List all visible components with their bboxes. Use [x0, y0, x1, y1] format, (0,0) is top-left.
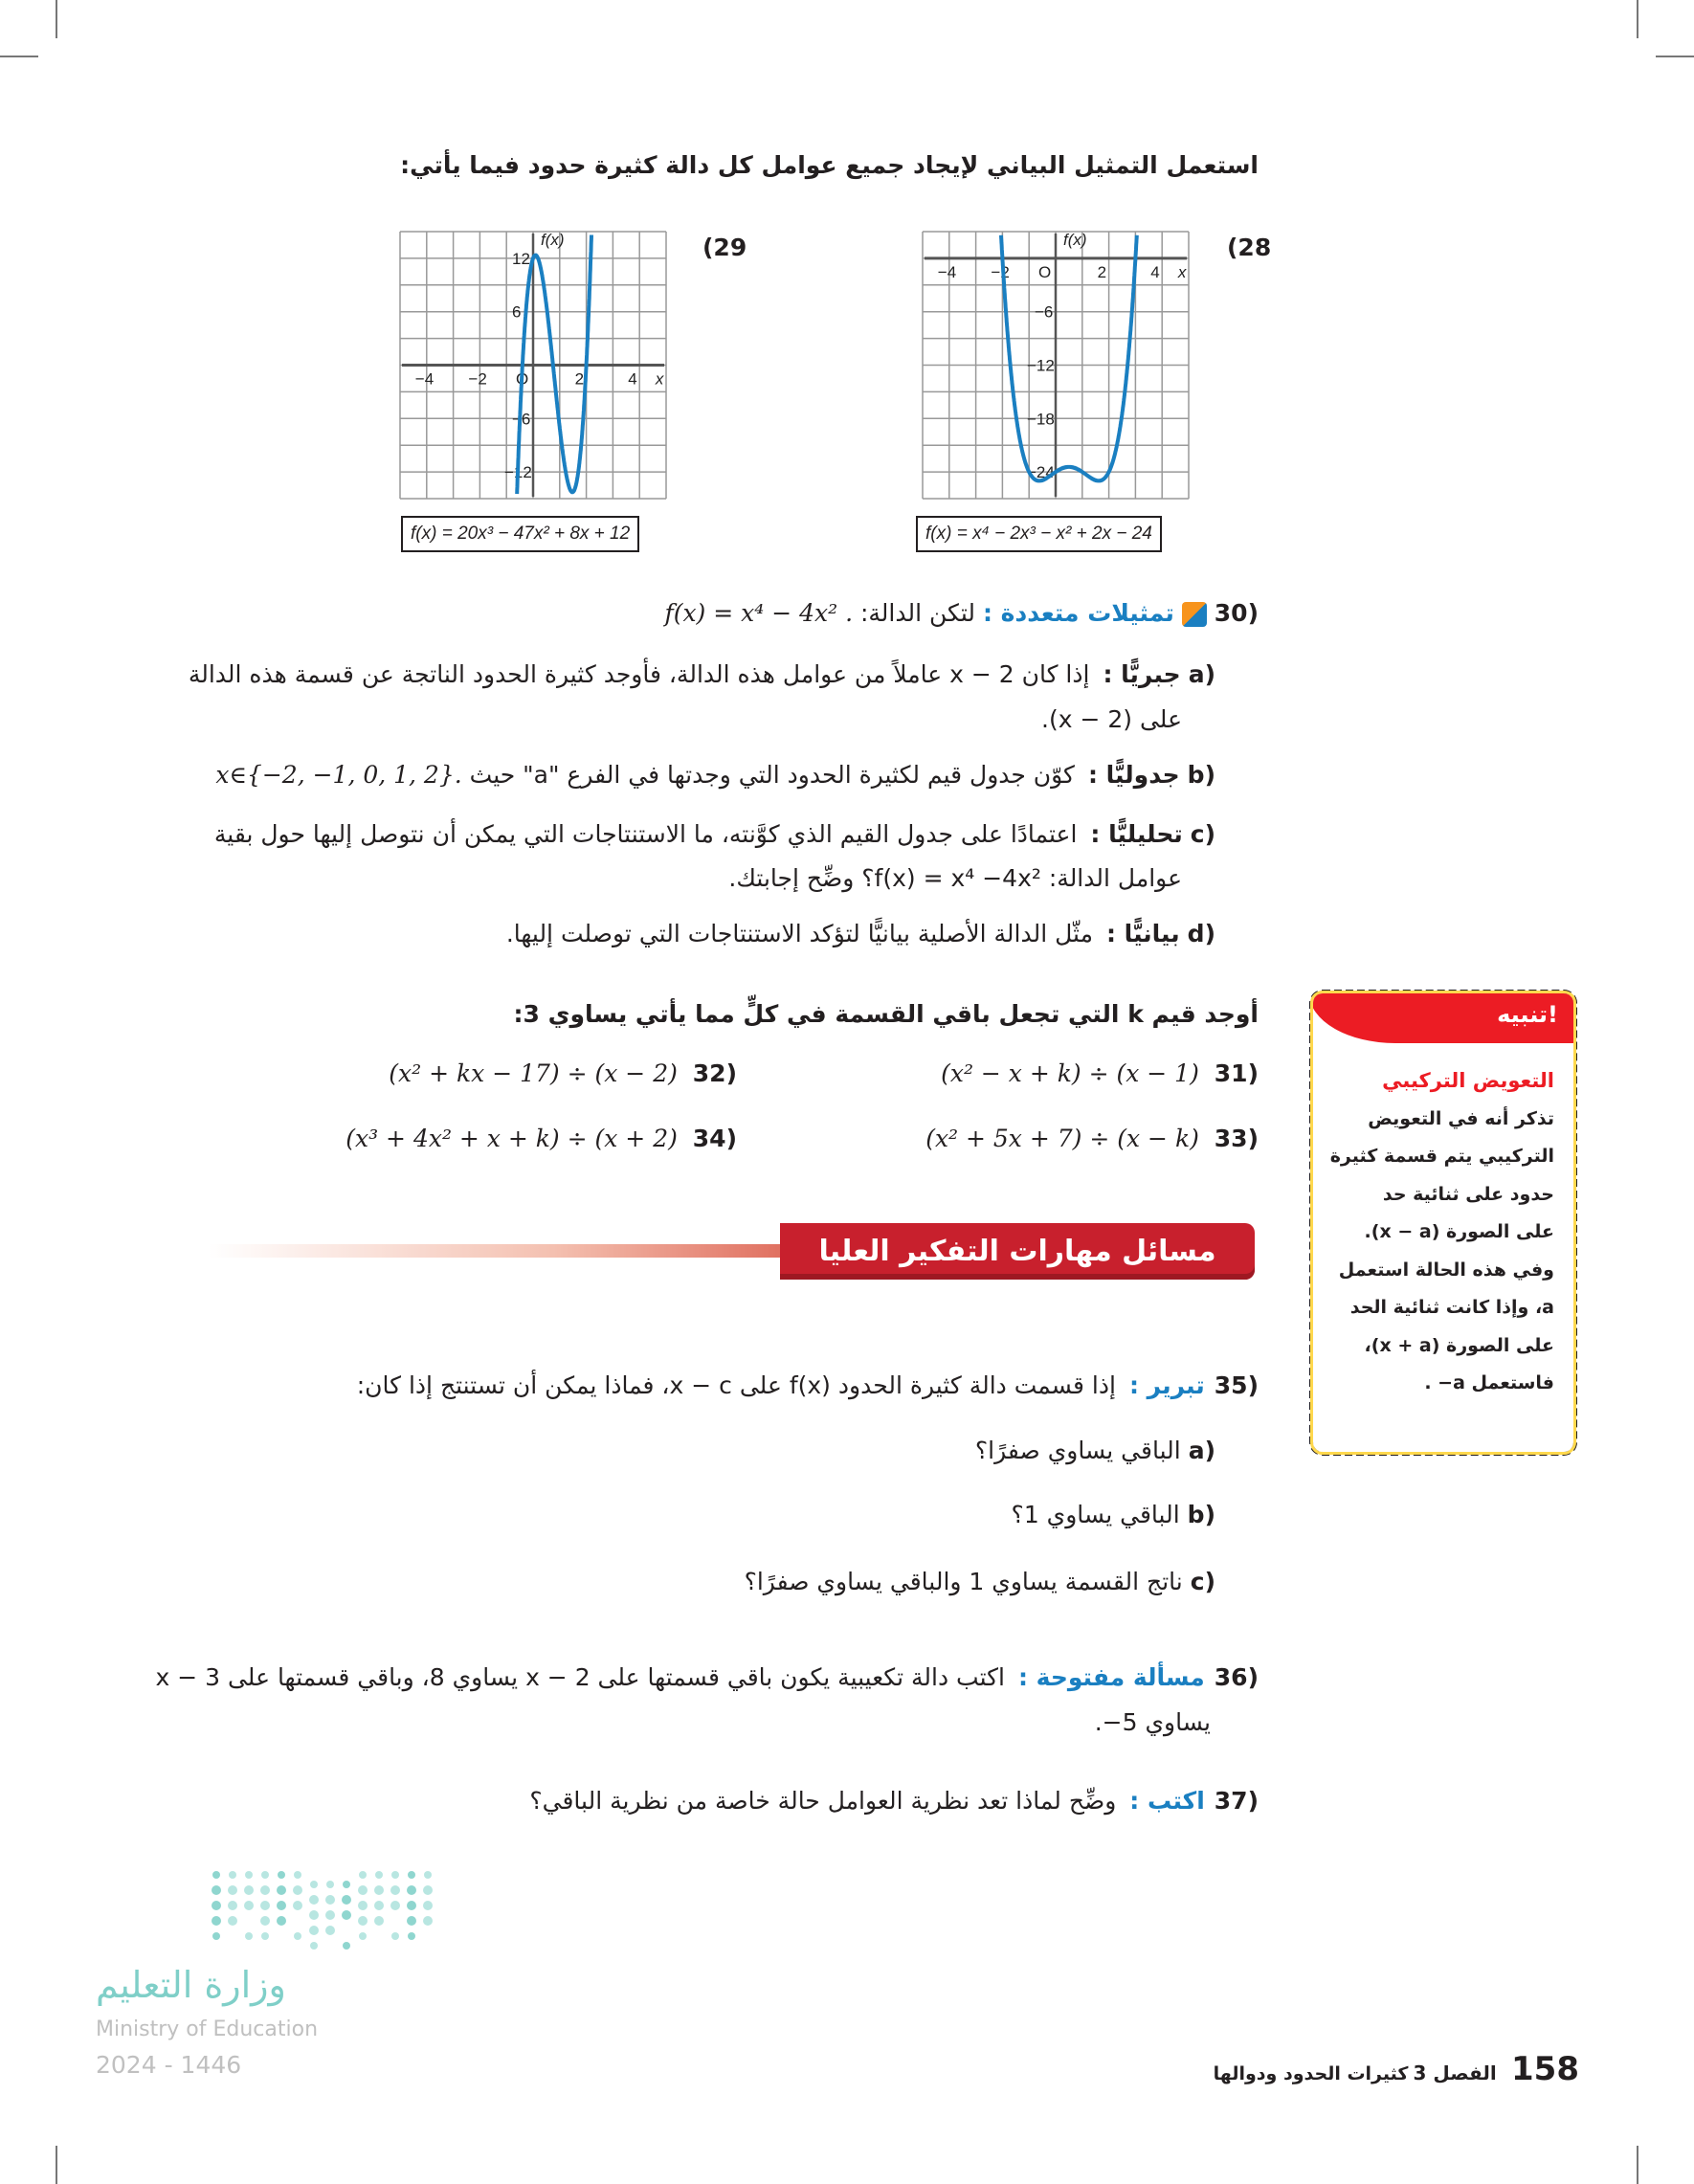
- logo-dot: [390, 1885, 400, 1895]
- crop-mark: [0, 56, 38, 57]
- part-text: إذا كان x − 2 عاملاً من عوامل هذه الدالة، فأوجد كثيرة الحدود الناتجة عن قسمة هذه الدالة: [188, 660, 1090, 688]
- x-tick-label: 2: [1097, 262, 1107, 281]
- ministry-name-english: Ministry of Education: [96, 2017, 319, 2041]
- logo-dot: [424, 1871, 432, 1879]
- logo-dot: [278, 1871, 285, 1879]
- question-number: (30: [1214, 599, 1259, 627]
- part-title: بيانيًّا :: [1105, 920, 1180, 947]
- logo-dot: [343, 1942, 350, 1950]
- question-number: (32: [692, 1059, 737, 1087]
- crop-mark: [1637, 0, 1638, 38]
- question-title: اكتب :: [1129, 1787, 1205, 1815]
- banner-line: [209, 1244, 783, 1258]
- part-label: (a: [1188, 660, 1215, 688]
- y-tick-label: −6: [512, 410, 531, 429]
- part-text: مثّل الدالة الأصلية بيانيًّا لتؤكد الاستنتاجات التي توصلت إليها.: [505, 920, 1093, 947]
- logo-dot: [293, 1885, 302, 1895]
- logo-dot: [293, 1901, 302, 1910]
- find-k-instruction: أوجد قيم k التي تجعل باقي القسمة في كلٍّ مما يأتي يساوي 3:: [513, 1000, 1259, 1028]
- logo-dot: [260, 1885, 270, 1895]
- y-axis-label: f(x): [541, 231, 565, 249]
- logo-dot: [358, 1916, 368, 1926]
- sidebar-line: وفي هذه الحالة استعمل: [1338, 1259, 1554, 1281]
- x-tick-label: −4: [414, 369, 435, 389]
- part-label: (c: [1190, 820, 1215, 848]
- logo-dot: [294, 1871, 301, 1879]
- logo-dot: [212, 1871, 220, 1879]
- logo-dot: [390, 1901, 400, 1910]
- logo-dot: [228, 1885, 237, 1895]
- logo-dot: [228, 1901, 237, 1910]
- sidebar-line: التركيبي يتم قسمة كثيرة: [1329, 1146, 1554, 1167]
- logo-dot: [423, 1901, 433, 1910]
- footer: [1214, 2050, 1579, 2088]
- y-tick-label: −24: [1027, 463, 1055, 482]
- ministry-name-arabic: وزارة التعليم: [96, 1964, 286, 2006]
- section-banner: مسائل مهارات التفكير العليا: [780, 1223, 1255, 1280]
- question-36: [155, 1663, 1259, 1691]
- logo-dot: [374, 1885, 384, 1895]
- logo-dot: [310, 1942, 318, 1950]
- logo-dot: [309, 1910, 319, 1920]
- part-label: (a: [1188, 1437, 1215, 1464]
- logo-dot: [325, 1910, 335, 1920]
- crop-mark: [1637, 2146, 1638, 2184]
- logo-dot: [342, 1910, 351, 1920]
- crop-mark: [56, 2146, 57, 2184]
- question-text: وضِّح لماذا تعد نظرية العوامل حالة خاصة من نظرية الباقي؟: [529, 1787, 1117, 1815]
- sidebar-line: على الصورة (x − a).: [1364, 1221, 1554, 1242]
- part-title: جبريًّا :: [1103, 660, 1181, 688]
- question-text: إذا قسمت دالة كثيرة الحدود f(x) على x − c، فماذا يمكن أن تستنتج إذا كان:: [356, 1371, 1116, 1399]
- part-a: [975, 1437, 1215, 1464]
- question-35: [357, 1371, 1259, 1399]
- question-intro: لتكن الدالة:: [859, 599, 976, 627]
- question-number-28: (28: [1227, 234, 1272, 261]
- logo-dot: [212, 1885, 221, 1895]
- part-text: الباقي يساوي 1؟: [1011, 1501, 1180, 1528]
- origin-label: O: [1038, 262, 1052, 281]
- x-tick-label: −2: [468, 369, 487, 389]
- logo-dot: [408, 1932, 415, 1940]
- logo-dot: [212, 1901, 221, 1910]
- expression: (x² + kx − 17) ÷ (x − 2): [389, 1059, 678, 1087]
- logo-dot: [374, 1901, 384, 1910]
- part-b: [1012, 1501, 1215, 1528]
- x-tick-label: 4: [1150, 262, 1160, 281]
- logo-dot: [391, 1871, 399, 1879]
- part-c: [745, 1568, 1215, 1595]
- logo-dot: [408, 1871, 415, 1879]
- logo-dot: [325, 1926, 335, 1935]
- y-tick-label: −18: [1027, 410, 1055, 429]
- sidebar-line: تذكر أنه في التعويض: [1368, 1107, 1554, 1129]
- logo-dot: [391, 1932, 399, 1940]
- part-label: (b: [1187, 1501, 1215, 1528]
- multiple-representations-icon: [1182, 602, 1207, 627]
- part-text: ناتج القسمة يساوي 1 والباقي يساوي صفرًا؟: [744, 1568, 1183, 1595]
- question-33: [925, 1125, 1259, 1152]
- logo-dot: [359, 1932, 367, 1940]
- part-title: تحليليًّا :: [1090, 820, 1183, 848]
- logo-dot: [245, 1932, 253, 1940]
- y-tick-label: −12: [1027, 356, 1055, 375]
- function-expression: f(x) = x⁴ − 4x² .: [664, 599, 854, 627]
- equation-label-28: f(x) = x⁴ − 2x³ − x² + 2x − 24: [916, 516, 1162, 552]
- y-axis-label: f(x): [1063, 231, 1087, 249]
- question-title: مسألة مفتوحة :: [1017, 1663, 1205, 1691]
- logo-dot: [358, 1885, 368, 1895]
- sidebar-title-text: التعويض التركيبي: [1382, 1069, 1554, 1092]
- part-c-continued: عوامل الدالة: f(x) = x⁴ −4x²؟ وضِّح إجابتك.: [728, 864, 1182, 892]
- logo-dot: [407, 1901, 416, 1910]
- logo-dot: [244, 1901, 254, 1910]
- logo-dot: [374, 1916, 384, 1926]
- logo-dot: [260, 1901, 270, 1910]
- logo-dot: [229, 1871, 236, 1879]
- warning-sidebar: [1309, 990, 1577, 1456]
- instruction: استعمل التمثيل البياني لإيجاد جميع عوامل كل دالة كثيرة حدود فيما يأتي:: [400, 151, 1259, 179]
- question-text: اكتب دالة تكعيبية يكون باقي قسمتها على x − 2 يساوي 8، وباقي قسمتها على x − 3: [155, 1663, 1005, 1691]
- logo-dot: [375, 1871, 383, 1879]
- question-36-continued: يساوي 5−.: [1094, 1708, 1211, 1736]
- equation-label-29: f(x) = 20x³ − 47x² + 8x + 12: [401, 516, 639, 552]
- part-c: [214, 820, 1215, 848]
- x-tick-label: 4: [628, 369, 637, 389]
- logo-dot: [244, 1885, 254, 1895]
- page-number: 158: [1511, 2050, 1579, 2088]
- logo-dot: [325, 1895, 335, 1905]
- question-number: (31: [1214, 1059, 1259, 1087]
- function-curve: [1001, 235, 1137, 481]
- y-tick-label: −6: [1035, 302, 1054, 322]
- logo-dot: [359, 1871, 367, 1879]
- question-title: تمثيلات متعددة :: [982, 599, 1174, 627]
- logo-dot: [260, 1916, 270, 1926]
- part-text: اعتمادًا على جدول القيم الذي كوَّنته، ما الاستنتاجات التي يمكن أن نتوصل إليها حول بقية: [213, 820, 1078, 848]
- part-label: (c: [1190, 1568, 1215, 1595]
- logo-dot: [228, 1916, 237, 1926]
- question-number: (35: [1214, 1371, 1259, 1399]
- logo-dot: [277, 1885, 286, 1895]
- question-31: [941, 1059, 1259, 1087]
- part-label: (d: [1187, 920, 1215, 947]
- logo-dot: [407, 1916, 416, 1926]
- pointer-icon: [1575, 1070, 1577, 1101]
- origin-label: O: [516, 369, 529, 389]
- logo-dot: [407, 1885, 416, 1895]
- logo-dot: [212, 1916, 221, 1926]
- part-d: [506, 920, 1215, 947]
- graph-28: [909, 220, 1196, 517]
- question-number: (33: [1214, 1125, 1259, 1152]
- question-title: تبرير :: [1128, 1371, 1205, 1399]
- part-text: كوّن جدول قيم لكثيرة الحدود التي وجدتها في الفرع "a" حيث: [469, 761, 1075, 789]
- sidebar-line: a، وإذا كانت ثنائية الحد: [1349, 1297, 1554, 1318]
- logo-dot: [309, 1926, 319, 1935]
- logo-dot: [294, 1932, 301, 1940]
- part-b: [215, 761, 1215, 789]
- logo-dot: [261, 1871, 269, 1879]
- question-number-29: (29: [702, 234, 747, 261]
- question-37: [529, 1787, 1259, 1815]
- y-tick-label: 6: [512, 302, 522, 322]
- logo-dot: [342, 1895, 351, 1905]
- chapter-label: الفصل 3: [1413, 2061, 1497, 2084]
- sidebar-title: [1325, 1062, 1554, 1101]
- x-tick-label: 2: [574, 369, 585, 389]
- sidebar-line: حدود على ثنائية حد: [1382, 1183, 1554, 1205]
- set-expression: x∈{−2, −1, 0, 1, 2}.: [215, 761, 462, 789]
- ministry-logo-icon: [209, 1867, 448, 1953]
- x-axis-label: x: [655, 369, 664, 389]
- logo-dot: [358, 1901, 368, 1910]
- question-30: [664, 599, 1259, 627]
- crop-mark: [56, 0, 57, 38]
- logo-dot: [423, 1916, 433, 1926]
- sidebar-header: تنبيه!: [1309, 993, 1573, 1043]
- logo-year: 2024 - 1446: [96, 2051, 242, 2079]
- y-tick-label: 12: [512, 249, 530, 268]
- chapter-title: كثيرات الحدود ودوالها: [1213, 2063, 1409, 2084]
- question-34: [345, 1125, 737, 1152]
- crop-mark: [1656, 56, 1694, 57]
- question-number: (34: [692, 1125, 737, 1152]
- logo-dot: [423, 1885, 433, 1895]
- logo-dot: [212, 1932, 220, 1940]
- part-text: الباقي يساوي صفرًا؟: [974, 1437, 1181, 1464]
- expression: (x² − x + k) ÷ (x − 1): [941, 1059, 1199, 1087]
- sidebar-line: على الصورة (x + a)،: [1364, 1334, 1554, 1356]
- part-a-continued: على (x − 2).: [1041, 705, 1182, 733]
- x-tick-label: −4: [937, 262, 957, 281]
- logo-dot: [261, 1932, 269, 1940]
- y-tick-label: −12: [504, 463, 532, 482]
- part-title: جدوليًّا :: [1087, 761, 1180, 789]
- expression: (x² + 5x + 7) ÷ (x − k): [925, 1125, 1199, 1152]
- part-a: [189, 660, 1215, 688]
- x-tick-label: −2: [991, 262, 1010, 281]
- question-number: (36: [1214, 1663, 1259, 1691]
- x-axis-label: x: [1177, 262, 1187, 281]
- expression: (x³ + 4x² + x + k) ÷ (x + 2): [345, 1125, 678, 1152]
- logo-dot: [343, 1881, 350, 1888]
- logo-dot: [245, 1871, 253, 1879]
- question-32: [389, 1059, 737, 1087]
- logo-dot: [310, 1881, 318, 1888]
- sidebar-line: فاستعمل a− .: [1424, 1372, 1554, 1393]
- logo-dot: [309, 1895, 319, 1905]
- logo-dot: [277, 1916, 286, 1926]
- graph-29: [387, 220, 674, 517]
- logo-dot: [326, 1881, 334, 1888]
- part-label: (b: [1187, 761, 1215, 789]
- logo-dot: [277, 1901, 286, 1910]
- question-number: (37: [1214, 1787, 1259, 1815]
